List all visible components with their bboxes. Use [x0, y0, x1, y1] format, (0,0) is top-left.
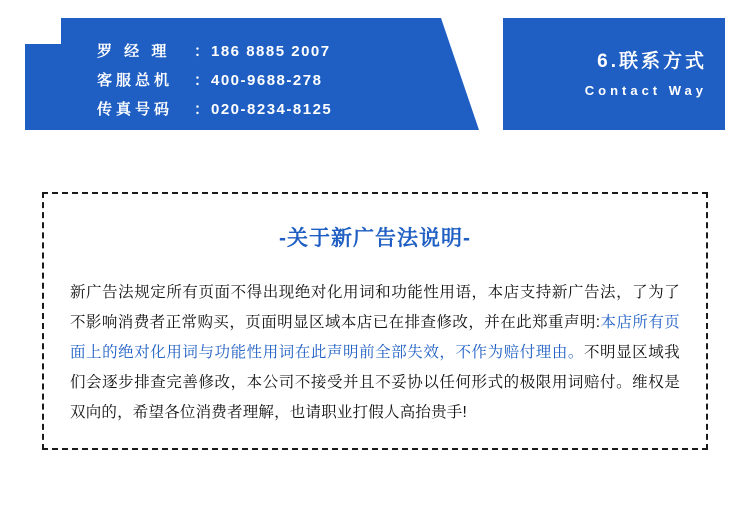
contact-label: 罗 经 理 — [97, 43, 171, 60]
contact-value: 400-9688-278 — [211, 72, 323, 89]
section-title-cn: 6.联系方式 — [597, 51, 707, 72]
contact-value: 020-8234-8125 — [211, 101, 333, 118]
contact-row — [97, 40, 332, 61]
section-title-en: Contact Way — [584, 83, 707, 98]
contact-list — [97, 40, 332, 119]
contact-label: 客服总机 — [97, 72, 174, 89]
contact-colon: ： — [193, 101, 210, 118]
contact-row — [97, 98, 332, 119]
contact-value: 186 8885 2007 — [211, 43, 331, 60]
contact-header-banner — [25, 18, 725, 130]
notice-title: -关于新广告法说明- — [279, 227, 471, 250]
advertising-law-notice-box — [42, 192, 708, 450]
contact-row — [97, 69, 332, 90]
section-title — [585, 46, 707, 98]
contact-colon: ： — [193, 43, 210, 60]
header-corner-notch — [25, 18, 61, 44]
notice-text-part2: 不明显区域我们会逐步排查完善修改，本公司不接受并且不妥协以任何形式的极限用词赔付。维权是双向的，希望各位消费者理解，也请职业打假人高抬贵手! — [70, 344, 680, 421]
notice-text-part1: 新广告法规定所有页面不得出现绝对化用词和功能性用语，本店支持新广告法，了为了不影响消费者正常购买，页面明显区域本店已在排查修改，并在此郑重声明: — [70, 284, 680, 331]
contact-label: 传真号码 — [97, 101, 174, 118]
notice-body — [70, 278, 680, 428]
notice-text-highlight: 本店所有页面上的绝对化用词与功能性用词在此声明前全部失效，不作为赔付理由。 — [70, 314, 680, 361]
contact-colon: ： — [193, 72, 210, 89]
